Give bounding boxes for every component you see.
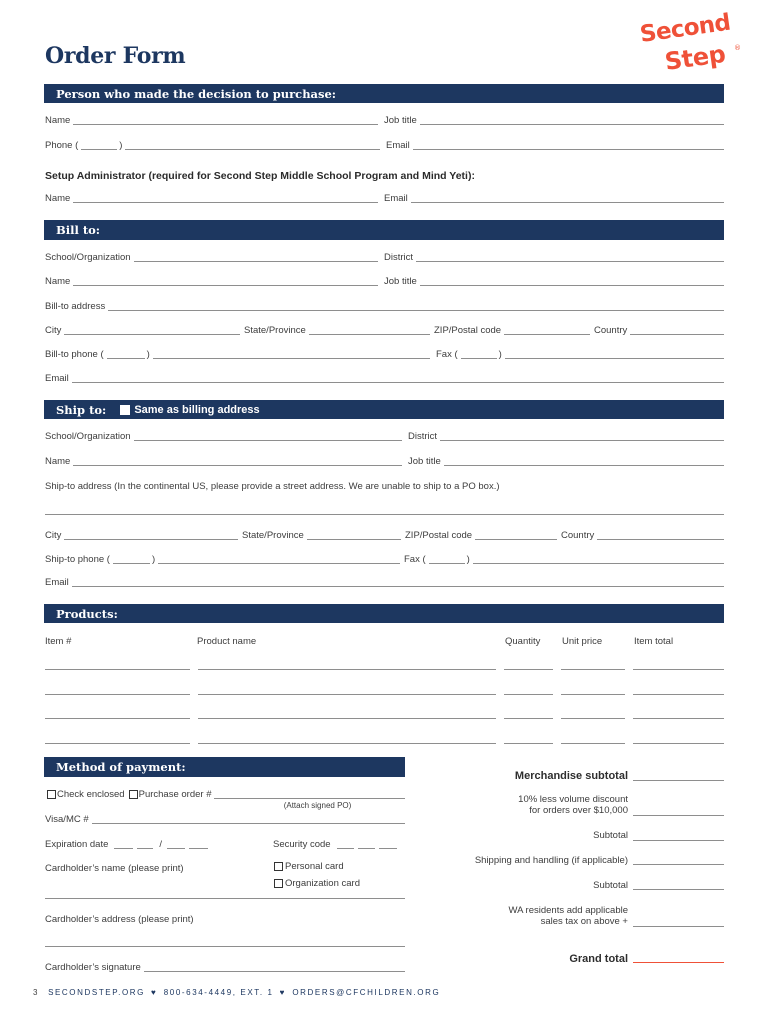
column-header-unit-price: Unit price [562,636,603,647]
item-number-input[interactable] [45,694,190,695]
purchase-order-label: Purchase order # [138,789,212,800]
check-enclosed-checkbox[interactable] [47,790,56,799]
bill-to-address-input[interactable] [108,310,724,311]
ship-to-zip-field [405,529,557,543]
bill-to-area-code-input[interactable] [107,358,145,359]
bill-to-email-input[interactable] [72,382,724,383]
field-label: Expiration date [45,839,109,850]
expiration-date-field [45,838,220,852]
cardholder-address-input[interactable] [45,946,405,947]
ship-to-name-field [45,455,402,469]
field-label: Job title [384,115,417,126]
sales-tax-input[interactable] [633,926,724,927]
logo-word-second: Second [638,9,732,48]
bill-to-zip-field [434,324,590,338]
item-total-input[interactable] [633,743,724,744]
decision-maker-phone-input[interactable] [125,149,380,150]
cardholder-name-label: Cardholder’s name (please print) [45,863,184,874]
setup-admin-email-input[interactable] [411,202,724,203]
ship-to-district-input[interactable] [440,440,724,441]
decision-maker-email-field [386,139,724,153]
ship-to-state-field [242,529,401,543]
setup-admin-name-field [45,192,378,206]
ship-to-section-header [44,400,724,419]
decision-maker-name-input[interactable] [73,124,378,125]
bill-to-country-input[interactable] [630,334,724,335]
expiration-month-digit-input[interactable] [114,848,133,849]
bill-to-job-title-input[interactable] [420,285,724,286]
field-label: Phone ( [45,140,79,151]
purchase-order-checkbox[interactable] [129,790,138,799]
paren-close: ) [498,349,502,360]
field-label: Job title [384,276,417,287]
same-as-billing-label: Same as billing address [134,403,260,416]
ship-to-job-title-field [408,455,724,469]
paren-close: ) [119,140,123,151]
sales-tax-line1: WA residents add applicable [508,905,628,916]
attach-po-note: (Attach signed PO) [283,801,352,810]
field-label: ZIP/Postal code [434,325,502,336]
ship-to-name-input[interactable] [73,465,402,466]
field-label: Fax ( [404,554,426,565]
item-number-input[interactable] [45,718,190,719]
item-number-input[interactable] [45,743,190,744]
quantity-input[interactable] [504,694,553,695]
decision-maker-heading: Person who made the decision to purchase: [56,86,337,101]
payment-heading: Method of payment: [56,760,186,774]
footer-website: SECONDSTEP.ORG [48,988,145,997]
ship-to-heading: Ship to: [56,402,107,417]
field-label: Name [45,456,71,467]
cardholder-name-input[interactable] [45,898,405,899]
subtotal-label: Subtotal [593,830,628,841]
ship-to-phone-field [45,553,400,567]
personal-card-option [274,860,405,874]
field-label: Name [45,115,71,126]
subtotal-input[interactable] [633,840,724,841]
ship-to-fax-area-code-input[interactable] [429,563,465,564]
ship-to-fax-field [404,553,724,567]
grand-total-input[interactable] [633,962,724,963]
unit-price-input[interactable] [561,669,625,670]
ship-to-email-field [45,576,724,590]
product-name-input[interactable] [198,669,496,670]
ship-to-country-field [561,529,724,543]
bill-to-school-input[interactable] [134,261,378,262]
organization-card-checkbox[interactable] [274,879,283,888]
field-label: Bill-to phone ( [45,349,104,360]
bill-to-city-input[interactable] [64,334,240,335]
shipping-input[interactable] [633,864,724,865]
sales-tax-label [420,905,628,927]
organization-card-option [274,877,405,891]
security-code-field [273,838,405,852]
payment-section-header [44,757,405,777]
subtotal-with-shipping-input[interactable] [633,889,724,890]
bill-to-district-field [384,251,724,265]
ship-to-job-title-input[interactable] [444,465,724,466]
bill-to-phone-input[interactable] [153,358,430,359]
bill-to-country-field [594,324,724,338]
decision-maker-area-code-input[interactable] [81,149,117,150]
ship-to-address-label: Ship-to address (In the continental US, please provide a street address. We are unable to ship to a PO box.) [45,481,500,492]
bill-to-city-field [45,324,240,338]
unit-price-input[interactable] [561,743,625,744]
item-total-input[interactable] [633,694,724,695]
expiration-year-digit-input[interactable] [167,848,185,849]
field-label: Email [45,577,69,588]
ship-to-city-input[interactable] [64,539,238,540]
security-code-digit-input[interactable] [358,848,375,849]
merchandise-subtotal-label: Merchandise subtotal [514,770,628,782]
field-label: Cardholder’s signature [45,962,141,973]
unit-price-input[interactable] [561,718,625,719]
ship-to-school-input[interactable] [134,440,402,441]
ship-to-email-input[interactable] [72,586,724,587]
product-name-input[interactable] [198,694,496,695]
ship-to-city-field [45,529,238,543]
ship-to-state-input[interactable] [307,539,401,540]
bill-to-name-input[interactable] [73,285,378,286]
personal-card-label: Personal card [285,861,344,872]
bill-to-school-field [45,251,378,265]
field-label: Email [386,140,410,151]
page-title: Order Form [45,43,186,69]
decision-maker-job-title-input[interactable] [420,124,724,125]
expiration-year-digit-input[interactable] [189,848,208,849]
ship-to-country-input[interactable] [597,539,724,540]
cardholder-signature-field [45,961,405,975]
field-label: School/Organization [45,431,131,442]
volume-discount-line1: 10% less volume discount [518,794,628,805]
setup-admin-name-input[interactable] [73,202,378,203]
same-as-billing-checkbox[interactable] [120,405,130,415]
field-label: City [45,530,62,541]
ship-to-area-code-input[interactable] [113,563,150,564]
bill-to-state-field [244,324,430,338]
setup-admin-email-field [384,192,724,206]
paren-close: ) [466,554,470,565]
ship-to-school-field [45,430,402,444]
organization-card-label: Organization card [285,878,360,889]
column-header-item-number: Item # [45,636,72,647]
bill-to-fax-field [436,348,724,362]
registered-mark: ® [734,44,741,52]
bill-to-name-field [45,275,378,289]
page-number: 3 [33,988,40,997]
subtotal-with-shipping-label: Subtotal [593,880,628,891]
field-label: Country [594,325,628,336]
quantity-input[interactable] [504,669,553,670]
bill-to-heading: Bill to: [56,223,101,237]
payment-type-row [47,788,405,802]
field-label: ZIP/Postal code [405,530,473,541]
decision-maker-job-title-field [384,114,724,128]
cardholder-address-label: Cardholder’s address (please print) [45,914,194,925]
quantity-input[interactable] [504,718,553,719]
ship-to-address-input[interactable] [45,514,724,515]
item-number-input[interactable] [45,669,190,670]
ship-to-phone-input[interactable] [158,563,400,564]
security-code-digit-input[interactable] [337,848,354,849]
bill-to-fax-area-code-input[interactable] [461,358,497,359]
security-code-digit-input[interactable] [379,848,397,849]
ship-to-district-field [408,430,724,444]
products-heading: Products: [56,606,118,621]
decision-maker-email-input[interactable] [413,149,724,150]
field-label: Name [45,193,71,204]
field-label: State/Province [242,530,304,541]
heart-icon [280,987,285,999]
merchandise-subtotal-input[interactable] [633,780,724,781]
ship-to-zip-input[interactable] [475,539,557,540]
bill-to-zip-input[interactable] [504,334,590,335]
volume-discount-line2: for orders over $10,000 [529,805,628,816]
bill-to-email-field [45,372,724,386]
bill-to-fax-input[interactable] [505,358,724,359]
field-label: Country [561,530,595,541]
footer-email: ORDERS@CFCHILDREN.ORG [292,988,441,997]
sales-tax-line2: sales tax on above + [540,916,628,927]
field-label: State/Province [244,325,306,336]
field-label: Name [45,276,71,287]
field-label: District [384,252,414,263]
footer-phone: 800-634-4449, EXT. 1 [163,988,274,997]
personal-card-checkbox[interactable] [274,862,283,871]
field-label: Job title [408,456,441,467]
bill-to-section-header [44,220,724,240]
setup-admin-heading: Setup Administrator (required for Second Step Middle School Program and Mind Yeti): [45,170,475,182]
field-label: Bill-to address [45,301,106,312]
item-total-input[interactable] [633,718,724,719]
second-step-logo [638,9,748,84]
grand-total-label: Grand total [569,953,628,965]
volume-discount-input[interactable] [633,815,724,816]
column-header-item-total: Item total [634,636,674,647]
bill-to-district-input[interactable] [416,261,724,262]
bill-to-phone-field [45,348,430,362]
bill-to-job-title-field [384,275,724,289]
product-name-input[interactable] [198,718,496,719]
column-header-product-name: Product name [197,636,257,647]
card-number-input[interactable] [92,823,405,824]
paren-close: ) [146,349,150,360]
field-label: Ship-to phone ( [45,554,110,565]
field-label: School/Organization [45,252,131,263]
field-label: Security code [273,839,331,850]
column-header-quantity: Quantity [505,636,541,647]
product-name-input[interactable] [198,743,496,744]
field-label: Email [384,193,408,204]
shipping-label: Shipping and handling (if applicable) [474,855,628,866]
heart-icon [151,987,156,999]
expiration-separator: / [159,839,163,850]
purchase-order-input[interactable] [214,798,405,799]
field-label: District [408,431,438,442]
bill-to-address-field [45,300,724,314]
products-section-header [44,604,724,623]
quantity-input[interactable] [504,743,553,744]
field-label: Email [45,373,69,384]
expiration-month-digit-input[interactable] [137,848,153,849]
cardholder-signature-input[interactable] [144,971,405,972]
unit-price-input[interactable] [561,694,625,695]
volume-discount-label [420,794,628,816]
bill-to-state-input[interactable] [309,334,430,335]
decision-maker-section-header [44,84,724,103]
logo-word-step: Step [663,39,728,76]
check-enclosed-label: Check enclosed [57,789,125,800]
ship-to-fax-input[interactable] [473,563,724,564]
field-label: Visa/MC # [45,814,89,825]
field-label: City [45,325,62,336]
paren-close: ) [151,554,156,565]
field-label: Fax ( [436,349,458,360]
visa-mc-field [45,813,405,827]
item-total-input[interactable] [633,669,724,670]
decision-maker-name-field [45,114,378,128]
page-footer [33,987,440,999]
decision-maker-phone-field [45,139,380,153]
